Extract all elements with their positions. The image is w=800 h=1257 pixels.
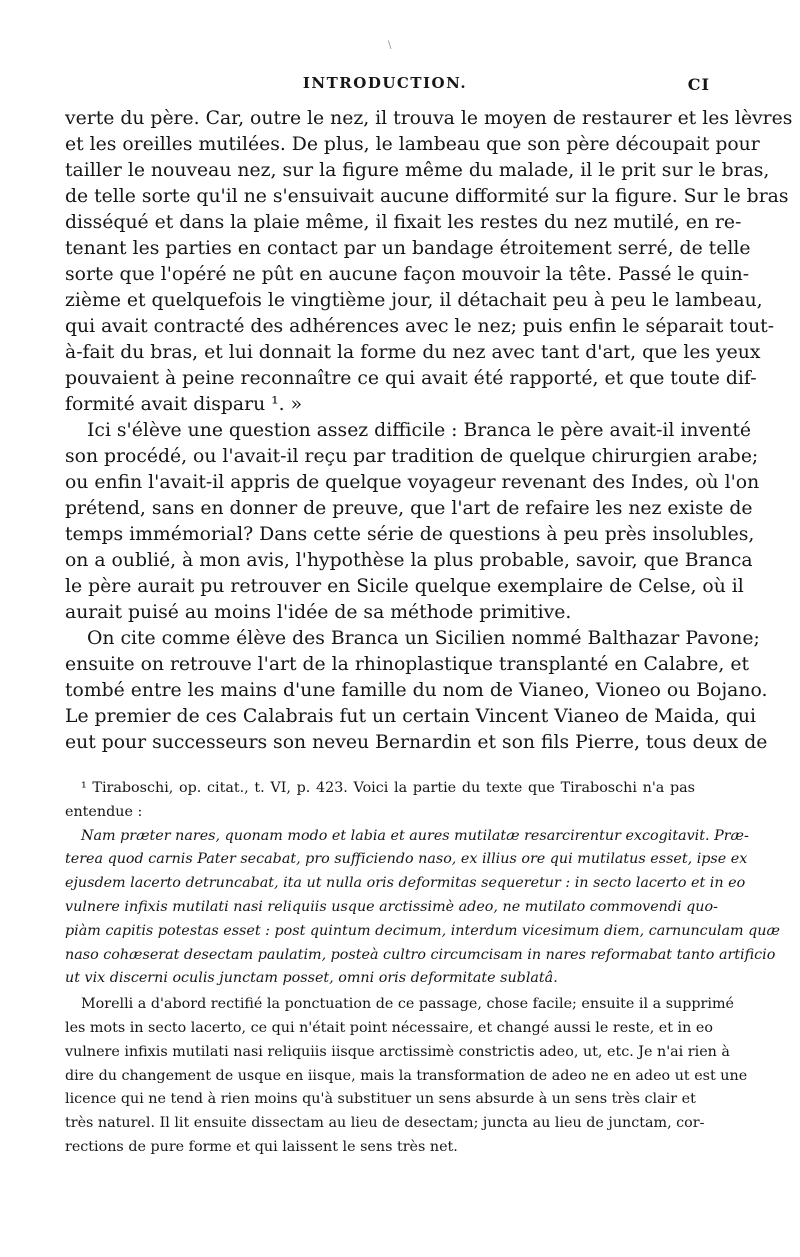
footnote-line: très naturel. Il lit ensuite dissectam au lieu de desectam; juncta au lieu de junctam, cor-	[65, 1115, 705, 1132]
body-line: eut pour successeurs son neveu Bernardin et son fils Pierre, tous deux de	[65, 732, 768, 753]
running-title: INTRODUCTION.	[302, 74, 468, 92]
body-line: zième et quelquefois le vingtième jour, il détachait peu à peu le lambeau,	[65, 290, 763, 311]
running-head	[60, 74, 710, 100]
body-line: son procédé, ou l'avait-il reçu par tradition de quelque chirurgien arabe;	[65, 446, 759, 467]
footnote-latin-line: piàm capitis potestas esset : post quintum decimum, interdum vicesimum diem, carnunculam quæ	[65, 922, 780, 939]
body-line: le père aurait pu retrouver en Sicile quelque exemplaire de Celse, où il	[65, 576, 744, 597]
body-line: ensuite on retrouve l'art de la rhinoplastique transplanté en Calabre, et	[65, 654, 750, 675]
footnote-latin-line: Nam præter nares, quonam modo et labia et aures mutilatæ resarcirentur excogitavit. Præ-	[81, 827, 749, 844]
footnote-latin-line: ut vix discerni oculis junctam posset, omni oris deformitate sublatâ.	[65, 970, 558, 987]
footnote-latin-line: naso cohæserat desectam paulatim, posteà cultro circumcisam in nares reformabat tanto artificio	[65, 946, 776, 963]
footnote-line: dire du changement de usque en iisque, mais la transformation de adeo ne en adeo ut est une	[65, 1067, 748, 1084]
footnote-line: Morelli a d'abord rectifié la ponctuation de ce passage, chose facile; ensuite il a supprimé	[81, 996, 734, 1013]
body-line: aurait puisé au moins l'idée de sa méthode primitive.	[65, 602, 572, 623]
footnote-line: ¹ Tiraboschi, op. citat., t. VI, p. 423. Voici la partie du texte que Tiraboschi n'a pas	[81, 780, 695, 796]
body-line: verte du père. Car, outre le nez, il trouva le moyen de restaurer et les lèvres	[65, 108, 793, 129]
body-line: disséqué et dans la plaie même, il fixait les restes du nez mutilé, en re-	[65, 212, 742, 233]
body-line: prétend, sans en donner de preuve, que l'art de refaire les nez existe de	[65, 498, 753, 519]
footnote-latin-line: ejusdem lacerto detruncabat, ita ut nulla oris deformitas sequeretur : in secto lacerto et in eo	[65, 875, 746, 892]
body-line: tenant les parties en contact par un bandage étroitement serré, de telle	[65, 238, 751, 259]
body-line: On cite comme élève des Branca un Sicilien nommé Balthazar Pavone;	[87, 628, 760, 649]
footnote-latin-line: vulnere infixis mutilati nasi reliquiis usque arctissimè adeo, ne mutilato commovendi quo-	[65, 898, 718, 915]
body-line: on a oublié, à mon avis, l'hypothèse la plus probable, savoir, que Branca	[65, 550, 753, 571]
body-line: ou enfin l'avait-il appris de quelque voyageur revenant des Indes, où l'on	[65, 472, 760, 493]
body-line: à-fait du bras, et lui donnait la forme du nez avec tant d'art, que les yeux	[65, 342, 761, 363]
footnote-latin-line: terea quod carnis Pater secabat, pro sufficiendo naso, ex illius ore qui mutilatus esset, ipse ex	[65, 851, 748, 868]
body-line: pouvaient à peine reconnaître ce qui avait été rapporté, et que toute dif-	[65, 368, 757, 389]
body-line: et les oreilles mutilées. De plus, le lambeau que son père découpait pour	[65, 134, 760, 155]
footnote-line: les mots in secto lacerto, ce qui n'était point nécessaire, et changé aussi le reste, et in eo	[65, 1019, 713, 1036]
footnote-line: licence qui ne tend à rien moins qu'à substituer un sens absurde à un sens très clair et	[65, 1091, 696, 1108]
footnote-line: vulnere infixis mutilati nasi reliquiis iisque arctissimè constrictis adeo, ut, etc. Je n'ai rien à	[65, 1043, 730, 1060]
body-line: tombé entre les mains d'une famille du nom de Vianeo, Vioneo ou Bojano.	[65, 680, 768, 701]
body-line: Ici s'élève une question assez difficile : Branca le père avait-il inventé	[87, 420, 751, 441]
body-line: sorte que l'opéré ne pût en aucune façon mouvoir la tête. Passé le quin-	[65, 264, 750, 285]
page-number: CI	[687, 75, 710, 94]
body-line: Le premier de ces Calabrais fut un certain Vincent Vianeo de Maida, qui	[65, 706, 756, 727]
body-line: tailler le nouveau nez, sur la figure même du malade, il le prit sur le bras,	[65, 160, 770, 181]
gutter-mark: \	[388, 40, 392, 51]
body-line: de telle sorte qu'il ne s'ensuivait aucune difformité sur la figure. Sur le bras	[65, 186, 789, 207]
body-line: qui avait contracté des adhérences avec le nez; puis enfin le séparait tout-	[65, 316, 775, 337]
body-line: formité avait disparu ¹. »	[65, 394, 303, 415]
body-line: temps immémorial? Dans cette série de questions à peu près insolubles,	[65, 524, 755, 545]
body-text	[65, 106, 793, 756]
footnote-line: entendue :	[65, 803, 143, 820]
footnotes	[65, 777, 780, 1160]
footnote-line: rections de pure forme et qui laissent le sens très net.	[65, 1138, 458, 1155]
